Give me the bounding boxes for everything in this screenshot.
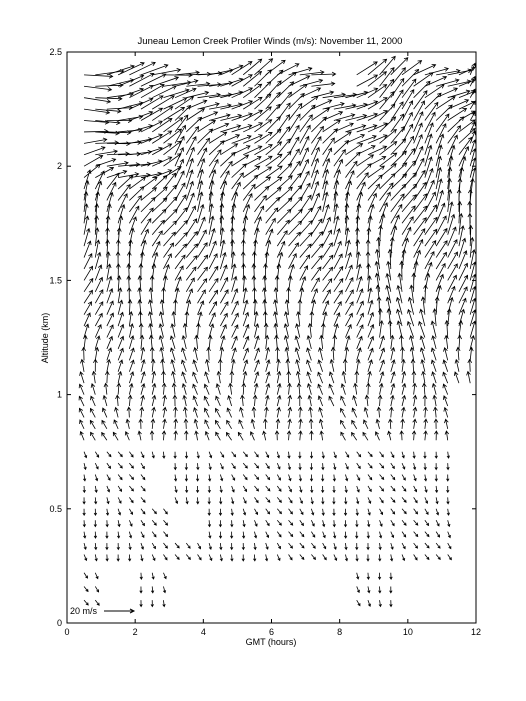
x-tick-label: 8 — [337, 627, 343, 637]
scale-key-label: 20 m/s — [70, 606, 98, 616]
x-tick-label: 2 — [132, 627, 138, 637]
x-axis-label: GMT (hours) — [245, 637, 297, 647]
x-tick-label: 12 — [470, 627, 482, 637]
y-tick-label: 2 — [56, 161, 62, 172]
x-tick-label: 0 — [64, 627, 70, 637]
y-tick-label: 1.5 — [49, 275, 62, 286]
y-axis-label: Altitude (km) — [40, 312, 50, 364]
chart-title: Juneau Lemon Creek Profiler Winds (m/s): November 11, 2000 — [137, 36, 403, 47]
x-tick-label: 4 — [200, 627, 206, 637]
x-tick-label: 6 — [268, 627, 275, 637]
y-tick-label: 0 — [56, 618, 62, 628]
y-tick-label: 0.5 — [49, 503, 62, 514]
y-tick-label: 2.5 — [49, 47, 62, 57]
x-tick-label: 10 — [402, 627, 413, 637]
y-tick-label: 1 — [56, 389, 62, 400]
